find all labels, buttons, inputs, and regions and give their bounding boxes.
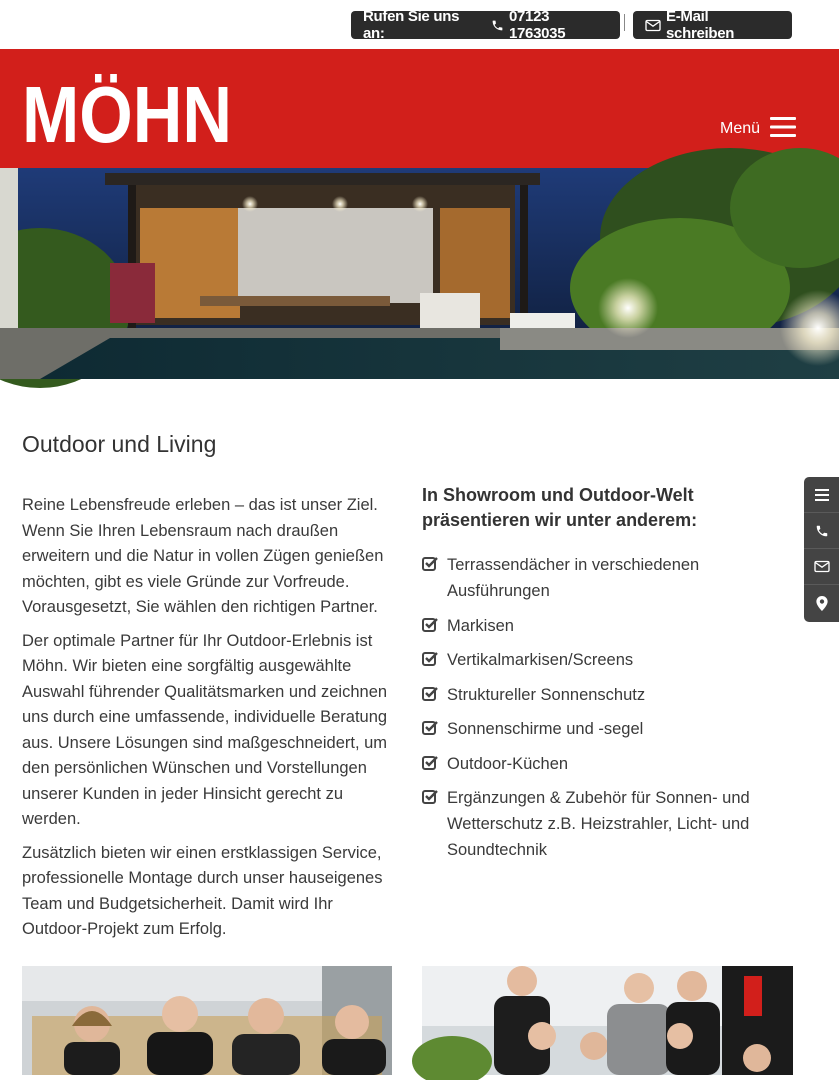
list-item-label: Vertikalmarkisen/Screens	[447, 651, 634, 669]
mail-icon	[814, 560, 830, 573]
side-phone-button[interactable]	[804, 513, 839, 549]
menu-icon	[815, 489, 829, 501]
side-menu-button[interactable]	[804, 477, 839, 513]
list-item-label: Ergänzungen & Zubehör für Sonnen- und Wetterschutz z.B. Heizstrahler, Licht- und Soundtechnik	[447, 789, 750, 859]
email-label: E-Mail schreiben	[666, 8, 735, 42]
list-item	[422, 647, 782, 673]
checkbox-checked-icon	[422, 617, 438, 632]
showroom-title: In Showroom und Outdoor-Welt präsentieren wir unter anderem:	[422, 485, 698, 530]
team-photo	[422, 966, 793, 1075]
checkbox-checked-icon	[422, 556, 438, 571]
page-title: Outdoor und Living	[22, 431, 217, 457]
paragraph: Reine Lebensfreude erleben – das ist unser Ziel. Wenn Sie Ihren Lebensraum nach draußen erweitern und die Natur in vollen Zügen genießen möchten, gibt es viele Gründe zur Vorfreude. Vorausgesetzt, Sie wählen den richtigen Partner.	[22, 496, 384, 616]
showroom-list	[422, 552, 782, 863]
list-item	[422, 682, 782, 708]
paragraph: Der optimale Partner für Ihr Outdoor-Erlebnis ist Möhn. Wir bieten eine sorgfältig ausgewählte Auswahl führender Qualitätsmarken und zeichnen uns durch eine umfassende, individuelle Beratung aus. Unsere Lösungen sind maßgeschneidert, um den persönlichen Wünschen und Vorstellungen unserer Kunden in jeder Hinsicht gerecht zu werden.	[22, 631, 388, 828]
hero-image	[0, 168, 839, 379]
intro-text	[22, 493, 392, 951]
phone-number: 07123 1763035	[508, 8, 566, 42]
phone-icon	[491, 19, 504, 32]
side-quick-nav	[804, 477, 839, 622]
list-item-label: Sonnenschirme und -segel	[447, 720, 644, 738]
checkbox-checked-icon	[422, 789, 438, 804]
list-item	[422, 552, 782, 604]
call-button[interactable]	[351, 8, 620, 42]
envelope-icon	[645, 19, 661, 32]
checkbox-checked-icon	[422, 720, 438, 735]
hamburger-icon	[770, 116, 796, 138]
location-icon	[816, 596, 828, 611]
call-label: Rufen Sie uns an:	[363, 8, 460, 42]
team-photo	[22, 966, 392, 1075]
list-item	[422, 716, 782, 742]
menu-toggle[interactable]	[720, 115, 796, 138]
top-separator	[624, 14, 625, 31]
email-button[interactable]	[633, 8, 792, 42]
list-item-label: Markisen	[447, 616, 514, 635]
list-item	[422, 613, 782, 639]
list-item	[422, 785, 782, 863]
paragraph: Zusätzlich bieten wir einen erstklassigen Service, professionelle Montage durch unser hauseigenes Team und Budgetsicherheit. Damit wird Ihr Outdoor-Projekt zum Erfolg.	[22, 843, 383, 938]
side-location-button[interactable]	[804, 585, 839, 621]
list-item-label: Outdoor-Küchen	[447, 754, 569, 773]
brand-logo[interactable]	[22, 67, 234, 159]
list-item-label: Terrassendächer in verschiedenen Ausführungen	[447, 556, 700, 600]
showroom-section	[422, 483, 782, 872]
menu-label: Menü	[720, 120, 761, 137]
side-mail-button[interactable]	[804, 549, 839, 585]
checkbox-checked-icon	[422, 686, 438, 701]
top-contact-bar	[0, 0, 839, 49]
phone-icon	[815, 524, 829, 538]
checkbox-checked-icon	[422, 755, 438, 770]
list-item	[422, 751, 782, 777]
logo-text: MÖHN	[22, 70, 232, 159]
list-item-label: Struktureller Sonnenschutz	[447, 685, 646, 704]
checkbox-checked-icon	[422, 651, 438, 666]
